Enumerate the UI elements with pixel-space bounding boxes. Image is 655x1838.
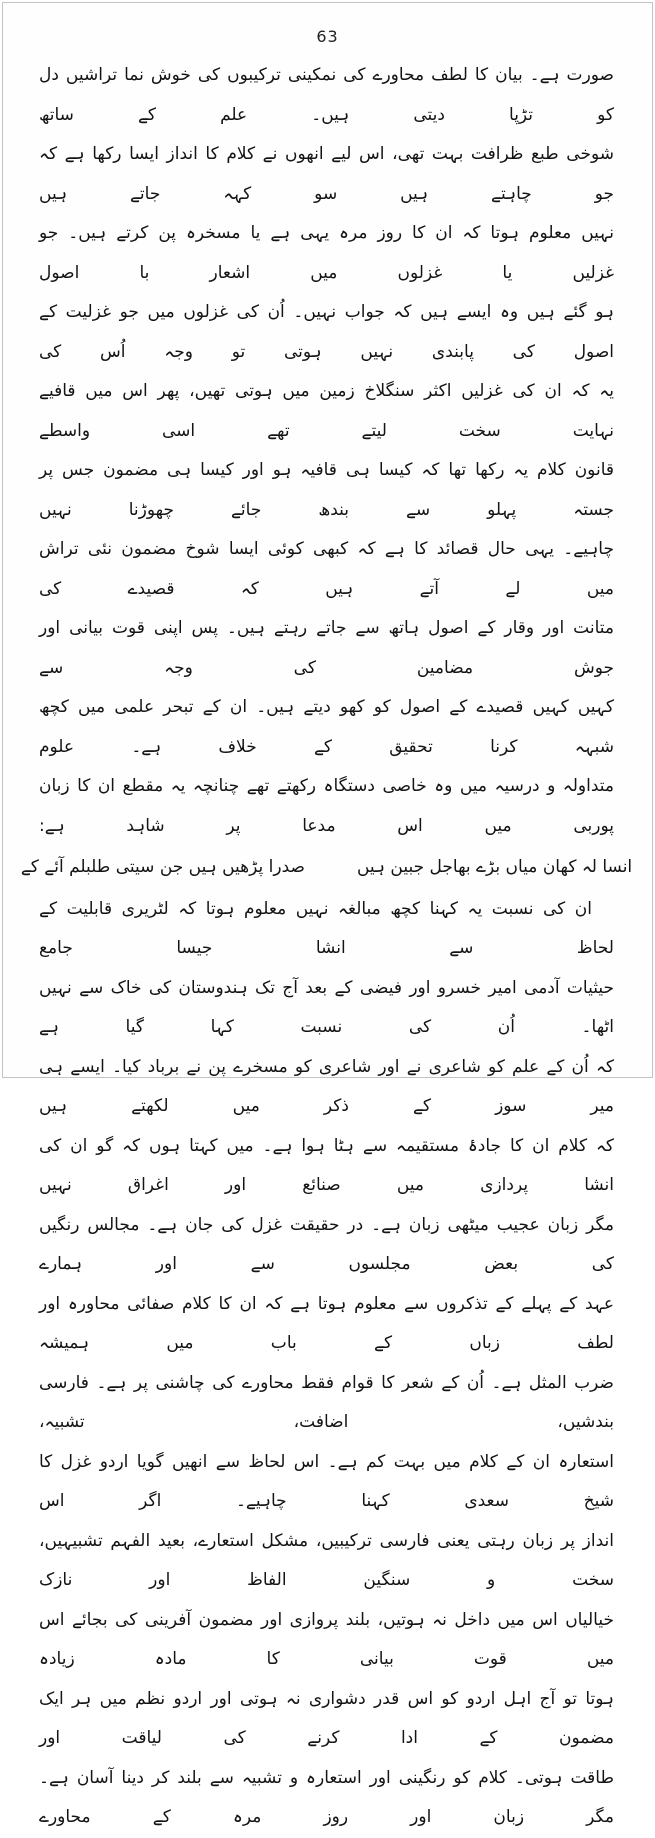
verse-hemistich-first: انسا لہ کھان میاں بڑے بھاجل جبین ہیں: [356, 857, 633, 877]
verse-couplet: [20, 848, 633, 888]
prose-line: یہ کہ ان کی غزلیں اکثر سنگلاخ زمین میں ہوتی تھیں، پھر اس میں قافیے نہایت سخت لیتے تھے اسی واسطے: [39, 381, 614, 441]
verse-hemistich-second: صدرا پڑھیں ہیں جن سیتی طلبلم آئے کے: [20, 857, 305, 877]
prose-line: عہد کے پہلے کے تذکروں سے معلوم ہوتا ہے کہ ان کا کلام صفائی محاورہ اور لطف زباں کے باب میں ہمیشہ: [39, 1293, 614, 1353]
prose-line: مگر زبان عجیب میٹھی زبان ہے۔ در حقیقت غزل کی جان ہے۔ مجالس رنگیں کی بعض مجلسوں سے اور ہمارے: [39, 1214, 614, 1274]
prose-line: طاقت ہوتی۔ کلام کو رنگینی اور استعارہ و تشبیہ سے بلند کر دینا آسان ہے۔ مگر زبان اور روز مرہ کے محاورے: [39, 1767, 614, 1827]
prose-line: حیثیات آدمی امیر خسرو اور فیضی کے بعد آج تک ہندوستان کی خاک سے نہیں اٹھا۔ اُن کی نسبت کہا گیا ہے: [39, 977, 614, 1037]
prose-line: چاہیے۔ یہی حال قصائد کا ہے کہ کبھی کوئی ایسا شوخ مضمون نئی تراش میں لے آتے ہیں کہ قصیدے کی: [39, 539, 614, 599]
prose-line: کہ اُن کے علم کو شاعری نے اور شاعری کو مسخرے پن نے برباد کیا۔ ایسے ہی میر سوز کے ذکر میں لکھتے ہیں: [39, 1056, 614, 1116]
prose-line: صورت ہے۔ بیان کا لطف محاورے کی نمکینی ترکیبوں کی خوش نما تراشیں دل کو تڑپا دیتی ہیں۔ علم کے ساتھ: [39, 65, 614, 125]
prose-line: متانت اور وقار کے اصول ہاتھ سے جاتے رہتے ہیں۔ پس اپنی قوت بیانی اور جوش مضامین کی وجہ سے: [39, 618, 614, 678]
prose-line: کہیں کہیں قصیدے کے اصول کو کھو دیتے ہیں۔ ان کے تبحر علمی میں کچھ شبہہ کرنا تحقیق کے خلاف ہے۔ علوم: [39, 697, 614, 757]
prose-line: انداز پر زبان رہتی یعنی فارسی ترکیبیں، مشکل استعارے، بعید الفہم تشبیہیں، سخت و سنگین الفاظ اور نازک: [39, 1530, 614, 1590]
page-number: 63: [316, 27, 339, 46]
prose-line: قانون کلام یہ رکھا تھا کہ کیسا ہی قافیہ ہو اور کیسا ہی مضمون جس پر جستہ پہلو سے بندھ جائے چھوڑنا نہیں: [39, 460, 614, 520]
prose-line: نہیں معلوم ہوتا کہ ان کا روز مرہ یہی ہے یا مسخرہ پن کرتے ہیں۔ جو غزلیں یا غزلوں میں اشعار با اصول: [39, 223, 614, 283]
prose-line: خیالیاں اس میں داخل نہ ہوتیں، بلند پروازی اور مضمون آفرینی کی بجائے اس میں قوت بیانی کا مادہ زیادہ: [39, 1609, 614, 1669]
prose-line: ضرب المثل ہے۔ اُن کے شعر کا قوام فقط محاورے کی چاشنی پر ہے۔ فارسی بندشیں، اضافت، تشبیہ،: [39, 1372, 614, 1432]
prose-line: استعارہ ان کے کلام میں بہت کم ہے۔ اس لحاظ سے انھیں گویا اردو غزل کا شیخ سعدی کہنا چاہیے۔ اگر اس: [39, 1451, 614, 1511]
body-text: [3, 46, 652, 1838]
prose-line: متداولہ و درسیہ میں وہ خاصی دستگاہ رکھتے تھے چنانچہ یہ مقطع ان کا زبان پوربی میں اس مدعا پر شاہد ہے:: [39, 776, 614, 836]
prose-line: ان کی نسبت یہ کہنا کچھ مبالغہ نہیں معلوم ہوتا کہ لٹریری قابلیت کے لحاظ سے انشا جیسا جامع: [39, 898, 614, 958]
scanned-book-page: [2, 2, 653, 1827]
prose-line: شوخی طبع ظرافت بہت تھی، اس لیے انھوں نے کلام کا انداز ایسا رکھا ہے کہ جو چاہتے ہیں سو کہہ جاتے ہیں: [39, 144, 614, 204]
prose-line: ہوتا تو آج اہل اردو کو اس قدر دشواری نہ ہوتی اور اردو نظم میں ہر ایک مضمون کے ادا کرنے کی لیاقت اور: [39, 1688, 614, 1748]
prose-line: ہو گئے ہیں وہ ایسے ہیں کہ جواب نہیں۔ اُن کی غزلوں میں جو غزلیت کے اصول کی پابندی نہیں ہوتی تو وجہ اُس کی: [39, 302, 614, 362]
prose-line: کہ کلام ان کا جادۂ مستقیمہ سے ہٹا ہوا ہے۔ میں کہتا ہوں کہ گو ان کی انشا پردازی میں صنائع اور اغراق نہیں: [39, 1135, 614, 1195]
